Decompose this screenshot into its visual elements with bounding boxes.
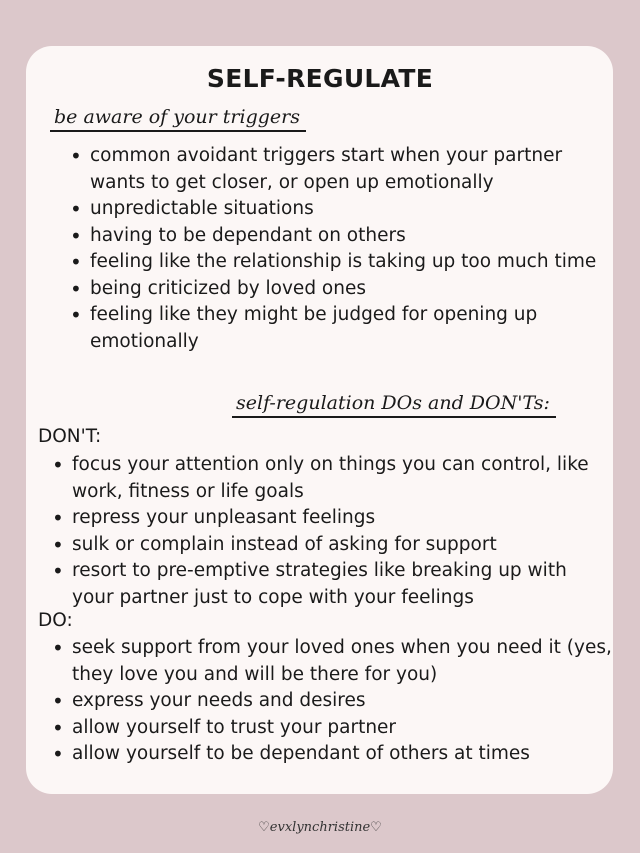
dos-donts-heading-text: self-regulation DOs and DON'Ts: [236, 392, 550, 414]
page-title: SELF-REGULATE [206, 64, 434, 93]
list-item: • express your needs and desires [52, 688, 612, 715]
do-label: DO: [38, 610, 73, 631]
triggers-list [70, 143, 600, 355]
dos-donts-heading-underline [232, 416, 556, 418]
list-item: • repress your unpleasant feelings [52, 505, 612, 532]
do-list [52, 635, 612, 768]
dont-label: DON'T: [38, 426, 102, 447]
list-item: • feeling like they might be judged for opening up emotionally [70, 302, 600, 355]
list-item: • sulk or complain instead of asking for support [52, 532, 612, 559]
list-item: • seek support from your loved ones when you need it (yes, they love you and will be there for you) [52, 635, 612, 688]
list-item: • resort to pre-emptive strategies like breaking up with your partner just to cope with your feelings [52, 558, 612, 611]
list-item: • unpredictable situations [70, 196, 600, 223]
dos-donts-heading [236, 392, 550, 414]
list-item: • feeling like the relationship is taking up too much time [70, 249, 600, 276]
triggers-heading-text: be aware of your triggers [54, 106, 300, 128]
list-item: • allow yourself to be dependant of others at times [52, 741, 612, 768]
dont-list [52, 452, 612, 611]
list-item: • being criticized by loved ones [70, 276, 600, 303]
list-item: • focus your attention only on things you can control, like work, fitness or life goals [52, 452, 612, 505]
list-item: • allow yourself to trust your partner [52, 715, 612, 742]
triggers-heading-underline [50, 130, 306, 132]
triggers-heading [54, 106, 300, 128]
list-item: • common avoidant triggers start when your partner wants to get closer, or open up emotionally [70, 143, 600, 196]
author-signature: ♡evxlynchristine♡ [258, 820, 382, 835]
list-item: • having to be dependant on others [70, 223, 600, 250]
